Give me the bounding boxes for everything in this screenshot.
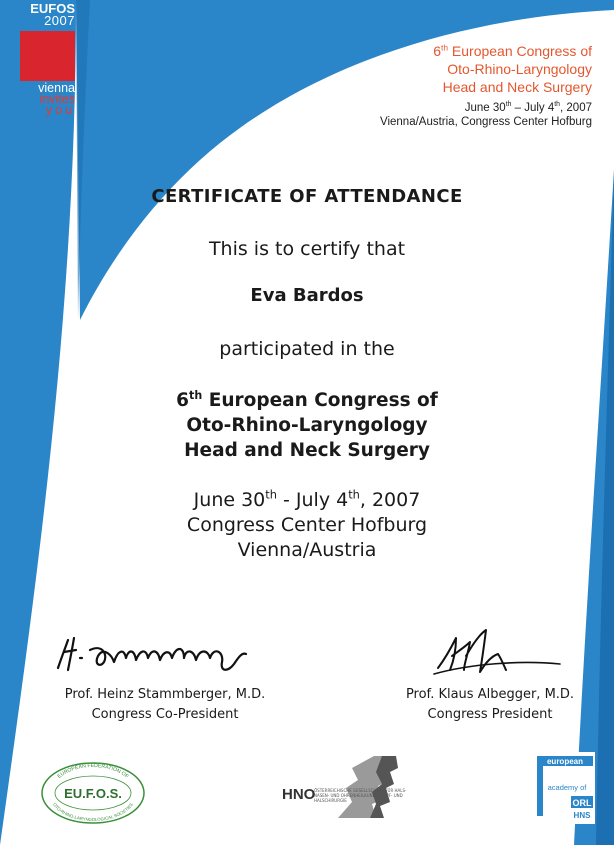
signature-stammberger: [52, 628, 272, 678]
eufos-ring-top-text: EUROPEAN FEDERATION OF: [56, 762, 130, 780]
academy-orl-text: ORL: [572, 798, 592, 808]
city-line: Vienna/Austria: [237, 539, 377, 561]
header-line-1: 6th European Congress of: [433, 42, 592, 59]
eufos-seal-text: EU.F.O.S.: [64, 786, 122, 801]
certificate-title: CERTIFICATE OF ATTENDANCE: [151, 186, 463, 207]
signer-stammberger: [30, 685, 300, 725]
hno-wordmark: HNO: [282, 786, 316, 803]
academy-hns-text: HNS: [573, 811, 591, 820]
congress-dates-location: [0, 488, 614, 563]
venue-line: Congress Center Hofburg: [186, 514, 428, 536]
signer-name: Prof. Klaus Albegger, M.D.: [405, 687, 575, 702]
logo-invites-text: invites: [39, 92, 75, 106]
hno-society-text: ÖSTERREICHISCHE GESELLSCHAFT FÜR HALS-NASEN- UND OHRENHEILKUNDE, KOPF- UND HALSCHIRURGIE: [314, 788, 407, 803]
congress-line-3: Head and Neck Surgery: [184, 440, 430, 461]
attendee-name: Eva Bardos: [250, 285, 364, 306]
logo-you-text: you: [45, 103, 75, 117]
signer-role: Congress President: [427, 707, 553, 722]
logo-eufos-text: EUFOS: [30, 1, 75, 16]
congress-line-1: 6th European Congress of: [176, 388, 438, 411]
logo-year-text: 2007: [44, 13, 75, 28]
header-date: June 30th – July 4th, 2007: [464, 101, 592, 114]
signer-role: Congress Co-President: [91, 707, 239, 722]
certify-text: This is to certify that: [208, 238, 406, 260]
dates-line: June 30th - July 4th, 2007: [193, 487, 421, 511]
header-line-2: Oto-Rhino-Laryngology: [447, 61, 592, 77]
participated-text: participated in the: [219, 338, 395, 360]
congress-line-2: Oto-Rhino-Laryngology: [186, 415, 428, 436]
academy-of-text: academy of: [547, 783, 587, 792]
logo-red-square: [20, 31, 75, 81]
academy-european-text: european: [546, 757, 584, 766]
signature-albegger: [430, 620, 580, 680]
congress-name: [0, 388, 614, 463]
header-place: Vienna/Austria, Congress Center Hofburg: [379, 116, 592, 128]
congress-header: [292, 42, 592, 129]
logo-vienna-text: vienna: [38, 81, 75, 95]
header-line-3: Head and Neck Surgery: [442, 79, 592, 95]
eufos-ring-bottom-text: OTO-RHINO-LARYNGOLOGICAL SOCIETIES: [52, 802, 134, 823]
academy-orl-hns-logo: [535, 752, 595, 824]
signer-name: Prof. Heinz Stammberger, M.D.: [64, 687, 266, 702]
eufos-seal-logo: [40, 761, 146, 825]
signer-albegger: [360, 685, 614, 725]
